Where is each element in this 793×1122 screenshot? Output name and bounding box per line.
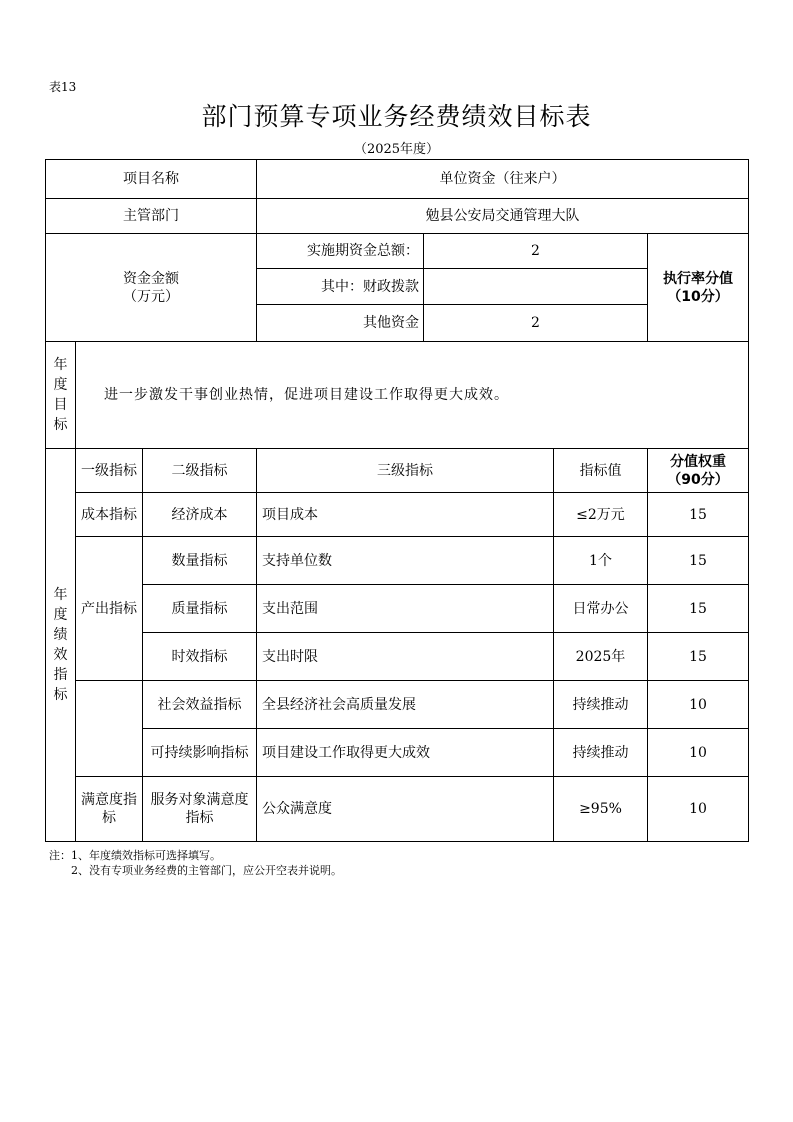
table-row bbox=[46, 777, 749, 842]
department-label: 主管部门 bbox=[46, 199, 257, 234]
execution-rate-line2: （10分） bbox=[667, 288, 729, 305]
execution-rate-score bbox=[648, 234, 749, 342]
project-name-value: 单位资金（往来户） bbox=[257, 160, 749, 199]
level3-cell: 公众满意度 bbox=[257, 777, 554, 842]
value-cell: 2025年 bbox=[554, 633, 648, 681]
table-row bbox=[46, 537, 749, 585]
level3-cell: 支持单位数 bbox=[257, 537, 554, 585]
project-name-label: 项目名称 bbox=[46, 160, 257, 199]
table-row bbox=[46, 633, 749, 681]
header-value: 指标值 bbox=[554, 449, 648, 493]
level3-cell: 支出范围 bbox=[257, 585, 554, 633]
weight-cell: 15 bbox=[648, 493, 749, 537]
group-output: 产出指标 bbox=[76, 537, 143, 681]
department-value: 勉县公安局交通管理大队 bbox=[257, 199, 749, 234]
table-row bbox=[46, 681, 749, 729]
fiscal-year: （2025年度） bbox=[353, 142, 440, 157]
header-level1: 一级指标 bbox=[76, 449, 143, 493]
level2-cell: 可持续影响指标 bbox=[143, 729, 257, 777]
annual-goal-text: 进一步激发干事创业热情，促进项目建设工作取得更大成效。 bbox=[76, 342, 749, 449]
group-satisfaction: 满意度指标 bbox=[76, 777, 143, 842]
notes bbox=[49, 848, 342, 878]
total-funds-label: 实施期资金总额： bbox=[257, 234, 424, 269]
header-weight-line1: 分值权重 bbox=[670, 453, 726, 470]
weight-cell: 15 bbox=[648, 537, 749, 585]
header-level3: 三级指标 bbox=[257, 449, 554, 493]
group-cost: 成本指标 bbox=[76, 493, 143, 537]
other-funds-value: 2 bbox=[424, 305, 648, 342]
value-cell: 持续推动 bbox=[554, 681, 648, 729]
performance-target-table bbox=[45, 159, 749, 842]
note-1: 注：1、年度绩效指标可选择填写。 bbox=[49, 849, 221, 862]
level2-cell: 时效指标 bbox=[143, 633, 257, 681]
note-2: 2、没有专项业务经费的主管部门，应公开空表并说明。 bbox=[71, 864, 342, 877]
table-row bbox=[46, 493, 749, 537]
other-funds-label: 其他资金 bbox=[257, 305, 424, 342]
weight-cell: 10 bbox=[648, 729, 749, 777]
table-number: 表13 bbox=[49, 80, 77, 94]
funds-label-line2: （万元） bbox=[123, 288, 179, 305]
weight-cell: 10 bbox=[648, 681, 749, 729]
weight-cell: 15 bbox=[648, 633, 749, 681]
level3-cell: 项目建设工作取得更大成效 bbox=[257, 729, 554, 777]
execution-rate-line1: 执行率分值 bbox=[663, 270, 733, 287]
level2-cell: 数量指标 bbox=[143, 537, 257, 585]
header-level2: 二级指标 bbox=[143, 449, 257, 493]
level3-cell: 全县经济社会高质量发展 bbox=[257, 681, 554, 729]
weight-cell: 15 bbox=[648, 585, 749, 633]
value-cell: ≤2万元 bbox=[554, 493, 648, 537]
table-row bbox=[46, 729, 749, 777]
level3-cell: 项目成本 bbox=[257, 493, 554, 537]
level3-cell: 支出时限 bbox=[257, 633, 554, 681]
annual-goal-label: 年度目标 bbox=[46, 342, 76, 449]
level2-cell: 服务对象满意度指标 bbox=[143, 777, 257, 842]
level2-cell: 经济成本 bbox=[143, 493, 257, 537]
page-title: 部门预算专项业务经费绩效目标表 bbox=[201, 102, 592, 131]
header-weight bbox=[648, 449, 749, 493]
value-cell: 1个 bbox=[554, 537, 648, 585]
fiscal-funds-label: 其中：财政拨款 bbox=[257, 269, 424, 305]
group-benefit bbox=[76, 681, 143, 777]
value-cell: 日常办公 bbox=[554, 585, 648, 633]
header-weight-line2: （90分） bbox=[667, 471, 729, 488]
funds-label-line1: 资金金额 bbox=[123, 270, 179, 287]
fiscal-funds-value bbox=[424, 269, 648, 305]
table-row bbox=[46, 585, 749, 633]
value-cell: ≥95% bbox=[554, 777, 648, 842]
weight-cell: 10 bbox=[648, 777, 749, 842]
total-funds-value: 2 bbox=[424, 234, 648, 269]
funds-label bbox=[46, 234, 257, 342]
performance-indicators-label: 年度绩效指标 bbox=[46, 449, 76, 842]
level2-cell: 质量指标 bbox=[143, 585, 257, 633]
level2-cell: 社会效益指标 bbox=[143, 681, 257, 729]
value-cell: 持续推动 bbox=[554, 729, 648, 777]
